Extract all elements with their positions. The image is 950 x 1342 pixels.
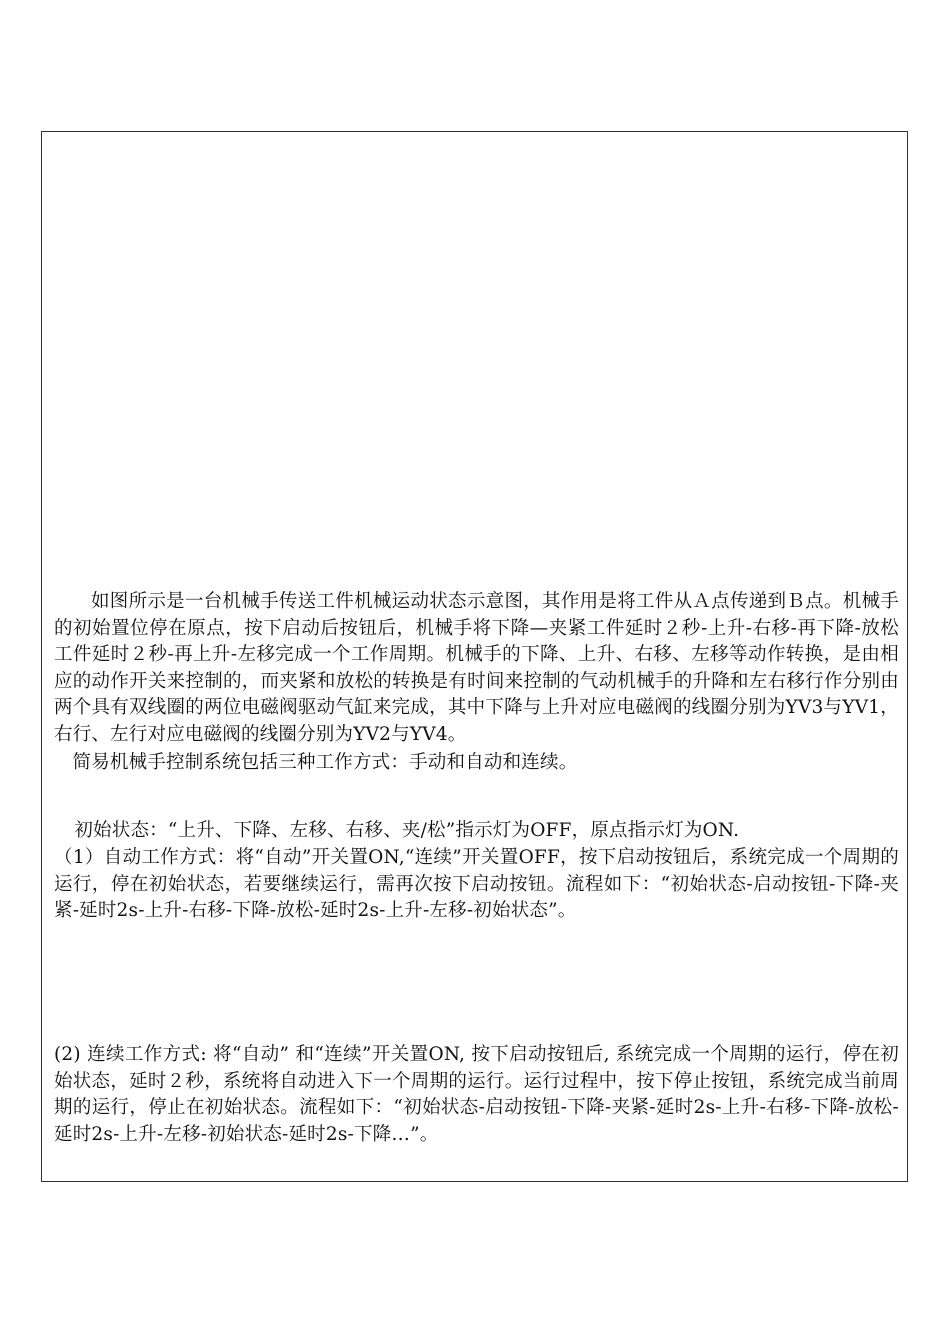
paragraph-modes: 简易机械手控制系统包括三种工作方式：手动和自动和连续。 — [72, 752, 578, 773]
paragraph-continuous-mode: (2) 连续工作方式: 将“自动” 和“连续”开关置ON, 按下启动按钮后, 系统完成一个周期的运行，停在初始状态，延时２秒，系统将自动进入下一个周期的运行。运行过程中，按下停止按钮，系统完成当前周期的运行，停止在初始状态。流程如下：“初始状态-启动按钮-下降-夹紧-延时2s-上升-右移-下降-放松-延时2s-上升-左移-初始状态-延时2s-下降…”。 — [54, 1044, 899, 1145]
figure-placeholder — [42, 132, 907, 587]
paragraph-intro: 如图所示是一台机械手传送工件机械运动状态示意图，其作用是将工件从Ａ点传递到Ｂ点。机械手的初始置位停在原点，按下启动后按钮后，机械手将下降—夹紧工件延时２秒-上升-右移-再下降-放松工件延时２秒-再上升-左移完成一个工作周期。机械手的下降、上升、右移、左移等动作转换，是由相应的动作开关来控制的，而夹紧和放松的转换是有时间来控制的气动机械手的升降和左右移行作分别由两个具有双线圈的两位电磁阀驱动气缸来完成，其中下降与上升对应电磁阀的线圈分别为YV3与YV1，右行、左行对应电磁阀的线圈分别为YV2与YV4。 — [54, 591, 899, 745]
paragraph-initial-state: 初始状态：“上升、下降、左移、右移、夹/松”指示灯为OFF，原点指示灯为ON. — [74, 820, 740, 841]
content-frame — [41, 131, 908, 1182]
paragraph-auto-mode: （1）自动工作方式：将“自动”开关置ON,“连续”开关置OFF，按下启动按钮后，系统完成一个周期的运行，停在初始状态，若要继续运行，需再次按下启动按钮。流程如下：“初始状态-启动按钮-下降-夹紧-延时2s-上升-右移-下降-放松-延时2s-上升-左移-初始状态”。 — [54, 847, 899, 922]
